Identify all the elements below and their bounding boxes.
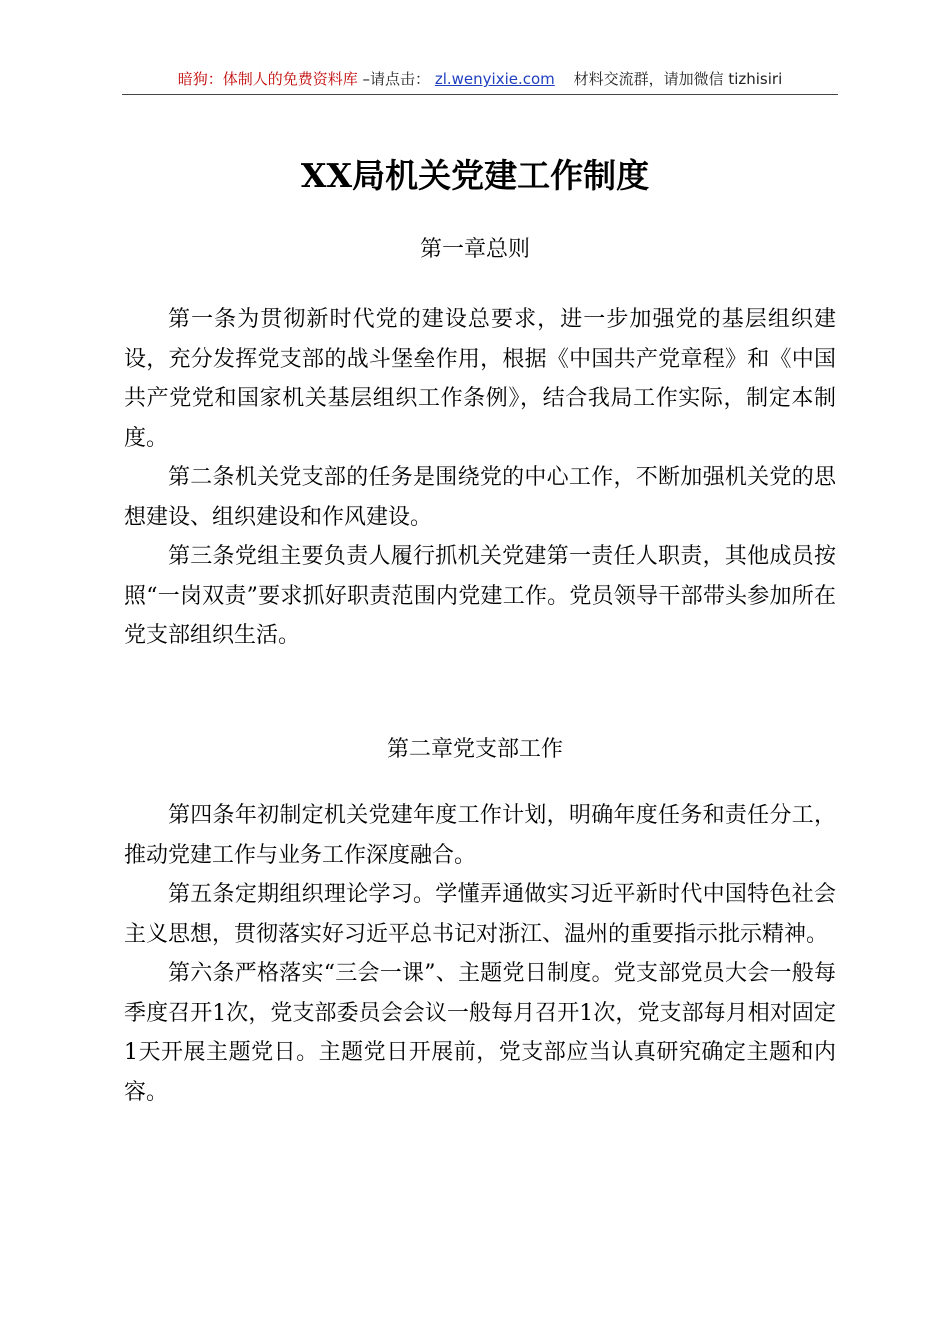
article-paragraph: 第五条定期组织理论学习。学懂弄通做实习近平新时代中国特色社会主义思想，贯彻落实好习近平总书记对浙江、温州的重要指示批示精神。 xyxy=(124,882,836,947)
chapter-body xyxy=(124,796,836,1112)
header-link[interactable]: zl.wenyixie.com xyxy=(434,70,555,88)
article-paragraph: 第一条为贯彻新时代党的建设总要求，进一步加强党的基层组织建设，充分发挥党支部的战斗堡垒作用，根据《中国共产党章程》和《中国共产党党和国家机关基层组织工作条例》，结合我局工作实际，制定本制度。 xyxy=(124,307,836,451)
header-promo-text: 暗狗：体制人的免费资料库 xyxy=(177,70,358,88)
chapter-heading: 第二章党支部工作 xyxy=(386,737,563,762)
article-paragraph: 第二条机关党支部的任务是围绕党的中心工作，不断加强机关党的思想建设、组织建设和作风建设。 xyxy=(124,465,836,530)
document-title: XX局机关党建工作制度 xyxy=(300,156,650,195)
article-paragraph: 第六条严格落实“三会一课”、主题党日制度。党支部党员大会一般每季度召开1次，党支部委员会会议一般每月召开1次，党支部每月相对固定1天开展主题党日。主题党日开展前，党支部应当认真研究确定主题和内容。 xyxy=(124,961,836,1105)
article-paragraph: 第三条党组主要负责人履行抓机关党建第一责任人职责，其他成员按照“一岗双责”要求抓好职责范围内党建工作。党员领导干部带头参加所在党支部组织生活。 xyxy=(124,544,836,648)
page-header xyxy=(122,68,838,95)
header-contact-text: 材料交流群，请加微信 tizhisiri xyxy=(573,70,783,88)
article-paragraph: 第四条年初制定机关党建年度工作计划，明确年度任务和责任分工，推动党建工作与业务工作深度融合。 xyxy=(124,803,836,868)
chapter-heading: 第一章总则 xyxy=(419,237,530,262)
header-click-text: –请点击： xyxy=(362,70,431,88)
chapter-body xyxy=(124,300,836,656)
